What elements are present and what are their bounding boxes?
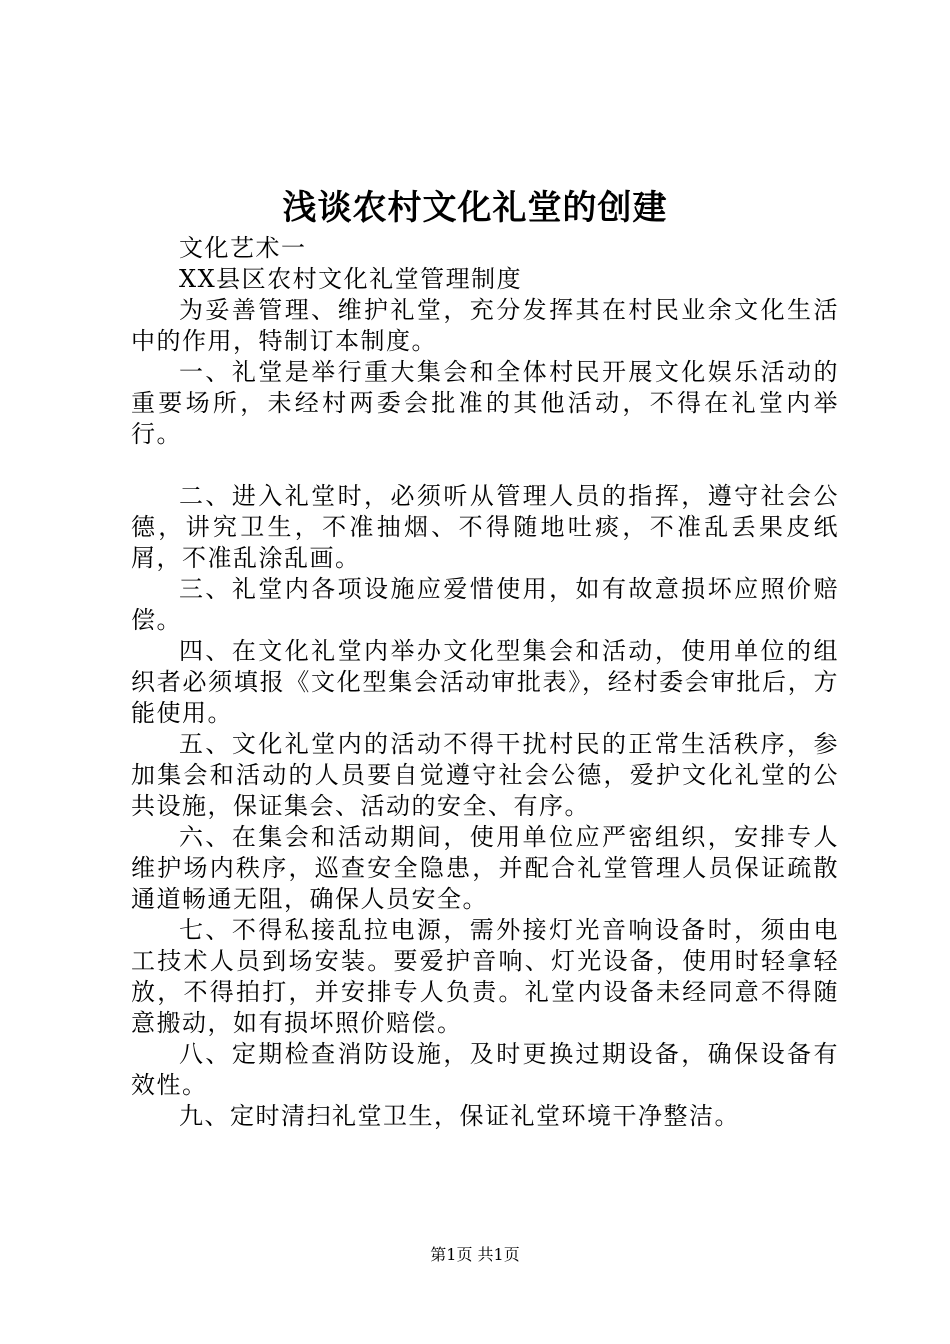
paragraph-rule-9: 九、定时清扫礼堂卫生，保证礼堂环境干净整洁。 [179, 1102, 740, 1130]
paragraph-intro: 为妥善管理、维护礼堂，充分发挥其在村民业余文化生活中的作用，特制订本制度。 [131, 296, 839, 355]
paragraph-rule-5: 五、文化礼堂内的活动不得干扰村民的正常生活秩序，参加集会和活动的人员要自觉遵守社会公德，爱护文化礼堂的公共设施，保证集会、活动的安全、有序。 [131, 730, 839, 820]
document-title: 浅谈农村文化礼堂的创建 [282, 188, 668, 228]
paragraph-rule-1: 一、礼堂是举行重大集会和全体村民开展文化娱乐活动的重要场所，未经村两委会批准的其他活动，不得在礼堂内举行。 [131, 358, 839, 448]
page-footer: 第1页 共1页 [430, 1245, 520, 1264]
paragraph-rule-6: 六、在集会和活动期间，使用单位应严密组织，安排专人维护场内秩序，巡查安全隐患，并配合礼堂管理人员保证疏散通道畅通无阻，确保人员安全。 [131, 823, 839, 913]
paragraph-rule-8: 八、定期检查消防设施，及时更换过期设备，确保设备有效性。 [131, 1040, 839, 1099]
paragraph-category: 文化艺术一 [179, 234, 307, 262]
document-body [131, 233, 839, 1132]
paragraph-rule-4: 四、在文化礼堂内举办文化型集会和活动，使用单位的组织者必须填报《文化型集会活动审批表》，经村委会审批后，方能使用。 [131, 637, 839, 727]
paragraph-rule-3: 三、礼堂内各项设施应爱惜使用，如有故意损坏应照价赔偿。 [131, 575, 839, 634]
paragraph-subtitle: XX县区农村文化礼堂管理制度 [179, 265, 523, 293]
paragraph-rule-2: 二、进入礼堂时，必须听从管理人员的指挥，遵守社会公德，讲究卫生，不准抽烟、不得随地吐痰，不准乱丢果皮纸屑，不准乱涂乱画。 [131, 482, 839, 572]
paragraph-rule-7: 七、不得私接乱拉电源，需外接灯光音响设备时，须由电工技术人员到场安装。要爱护音响、灯光设备，使用时轻拿轻放，不得拍打，并安排专人负责。礼堂内设备未经同意不得随意搬动，如有损坏照价赔偿。 [131, 916, 839, 1037]
